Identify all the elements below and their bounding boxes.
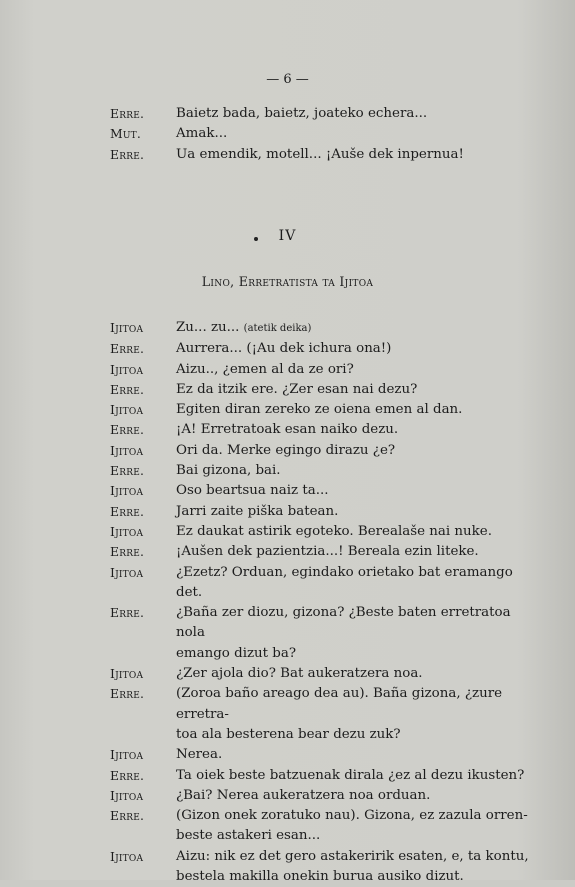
dialogue-line: Ez da itzik ere. ¿Zer esan nai dezu?	[176, 381, 418, 397]
dialogue-line: Ua emendik, motell... ¡Auše dek inpernua!	[176, 146, 464, 162]
dialogue-row	[0, 481, 575, 501]
dialogue-row	[0, 318, 575, 339]
stage-direction: (atetik deika)	[243, 323, 312, 334]
speaker-name: Erre.	[110, 463, 145, 479]
speaker-name: Erre.	[110, 503, 145, 519]
dialogue-continuation: toa ala besterena bear dezu zuk?	[176, 726, 401, 742]
speaker-name: Ijitoa	[110, 402, 144, 418]
dialogue-line: ¿Ezetz? Orduan, egindako orietako bat eramango det.	[176, 564, 513, 600]
scene-number: IV	[278, 228, 297, 244]
dialogue-row	[0, 563, 575, 604]
dialogue-line: (Zoroa baño areago dea au). Baña gizona, ¿zure erretra-	[176, 686, 503, 722]
dialogue-row	[0, 522, 575, 542]
dialogue-line: Oso beartsua naiz ta...	[176, 483, 329, 499]
dialogue-line: Baietz bada, baietz, joateko echera...	[176, 106, 428, 121]
speaker-name: Erre.	[110, 808, 145, 824]
dialogue-line: Aizu.., ¿emen al da ze ori?	[176, 361, 354, 377]
speaker-name: Ijitoa	[110, 320, 144, 335]
dialogue-row	[0, 766, 575, 786]
dialogue-row	[0, 542, 575, 562]
speaker-name: Erre.	[110, 341, 145, 357]
dialogue-line: ¡A! Erretratoak esan naiko dezu.	[176, 422, 399, 438]
dialogue-row	[0, 664, 575, 684]
speaker-name: Ijitoa	[110, 361, 144, 377]
dialogue-row	[0, 420, 575, 440]
speaker-name: Erre.	[110, 544, 145, 560]
speaker-name: Ijitoa	[110, 564, 144, 580]
speaker-name: Ijitoa	[110, 523, 144, 539]
page-number: — 6 —	[266, 72, 309, 87]
dialogue-row	[0, 339, 575, 359]
speaker-name: Erre.	[110, 605, 145, 621]
dialogue-row	[0, 124, 575, 144]
dialogue-line: Egiten diran zereko ze oiena emen al dan.	[176, 402, 463, 418]
dialogue-row	[0, 145, 575, 165]
dialogue-line: Aurrera... (¡Au dek ichura ona!)	[176, 341, 392, 357]
dialogue-line: Ta oiek beste batzuenak dirala ¿ez al dezu ikusten?	[176, 767, 525, 783]
top-dialogue	[0, 104, 575, 165]
dialogue-continuation: beste astakeri esan...	[176, 828, 321, 844]
dialogue-row	[0, 806, 575, 847]
dialogue-line: Bai gizona, bai.	[176, 463, 281, 479]
speaker-name: Erre.	[110, 686, 145, 702]
dialogue-row	[0, 786, 575, 806]
dialogue-line: Ez daukat astirik egoteko. Berealaše nai nuke.	[176, 523, 492, 539]
speaker-name: Mut.	[110, 126, 142, 142]
dialogue-row	[0, 360, 575, 380]
speaker-name: Ijitoa	[110, 747, 144, 763]
speaker-name: Erre.	[110, 146, 145, 162]
speaker-name: Erre.	[110, 767, 145, 783]
dialogue-row	[0, 461, 575, 481]
dialogue-line: Ori da. Merke egingo dirazu ¿e?	[176, 442, 396, 458]
dialogue-row	[0, 400, 575, 420]
dialogue-row	[0, 745, 575, 765]
dialogue-line: ¡Aušen dek pazientzia...! Bereala ezin liteke.	[176, 544, 479, 560]
dialogue-row	[0, 104, 575, 124]
speaker-name: Erre.	[110, 106, 145, 121]
speaker-name: Ijitoa	[110, 848, 144, 864]
dialogue-text: Zu... zu...	[176, 320, 240, 335]
dialogue-continuation: bestela makilla onekin burua ausiko dizut.	[176, 869, 464, 885]
dialogue-line: ¿Zer ajola dio? Bat aukeratzera noa.	[176, 666, 423, 682]
dialogue-row	[0, 502, 575, 522]
dialogue-line: Jarri zaite piška batean.	[176, 503, 339, 519]
dialogue-continuation: emango dizut ba?	[176, 645, 297, 661]
dialogue-row	[0, 684, 575, 745]
dialogue-line: ¿Bai? Nerea aukeratzera noa orduan.	[176, 787, 431, 803]
dialogue-line: ¿Baña zer diozu, gizona? ¿Beste baten erretratoa nola	[176, 605, 511, 641]
dialogue-row	[0, 603, 575, 664]
scene-dialogue	[0, 318, 575, 887]
dialogue-line	[176, 318, 542, 339]
speaker-name: Erre.	[110, 422, 145, 438]
dialogue-line: Nerea.	[176, 747, 223, 763]
dialogue-row	[0, 380, 575, 400]
dialogue-row	[0, 441, 575, 461]
speaker-name: Erre.	[110, 381, 145, 397]
speaker-name: Ijitoa	[110, 787, 144, 803]
speaker-name: Ijitoa	[110, 442, 144, 458]
scene-characters: Lino, Erretratista ta Ijitoa	[201, 274, 374, 289]
dialogue-line: Amak...	[176, 126, 228, 142]
dialogue-line: (Gizon onek zoratuko nau). Gizona, ez zazula orren-	[176, 808, 528, 824]
speaker-name: Ijitoa	[110, 483, 144, 499]
dialogue-line: Aizu: nik ez det gero astakeririk esaten, e, ta kontu,	[176, 848, 529, 864]
speaker-name: Ijitoa	[110, 666, 144, 682]
dialogue-row	[0, 847, 575, 887]
